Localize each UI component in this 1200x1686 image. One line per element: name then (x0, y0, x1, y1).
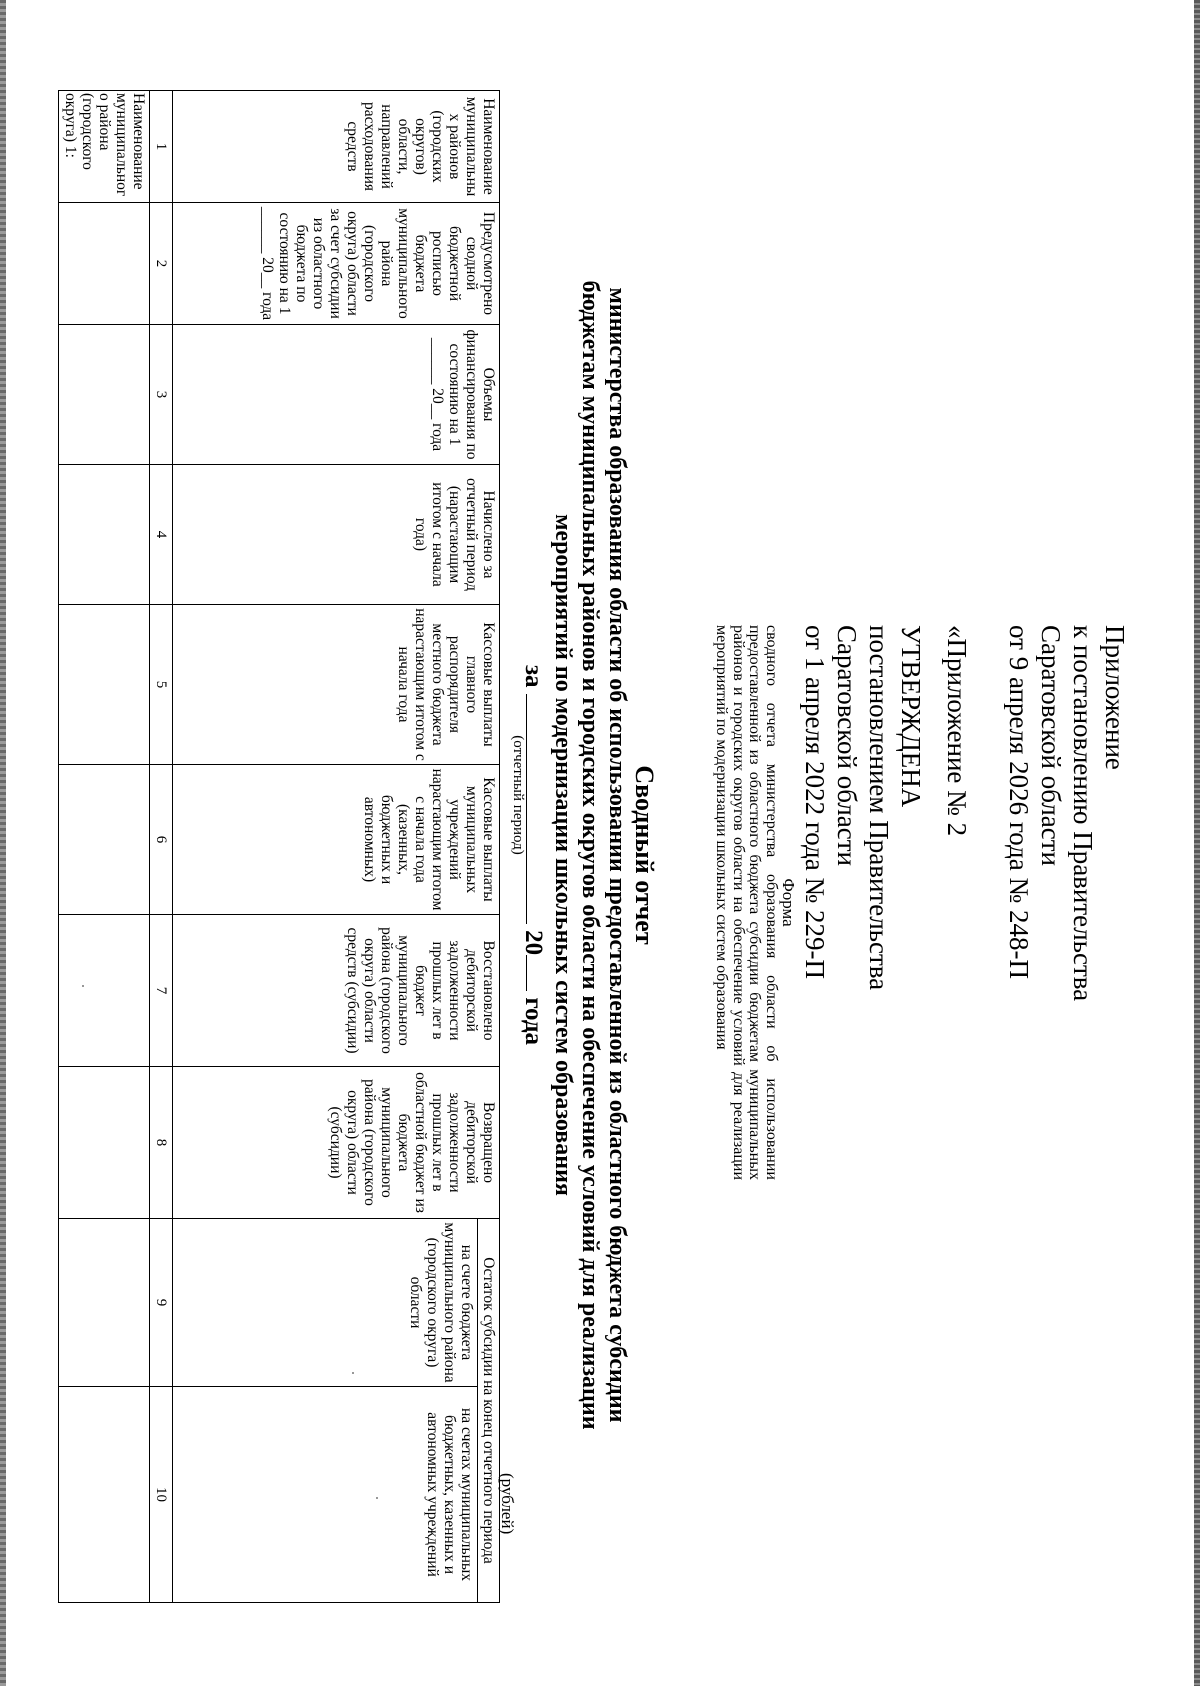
appendix-line: Саратовской области (1036, 625, 1066, 866)
period-note: (отчетный период) (510, 735, 526, 855)
approved-line: постановлением Правительства (864, 625, 894, 991)
approved-block (799, 625, 973, 990)
appendix2-title: «Приложение № 2 (942, 625, 972, 837)
table-cell[interactable] (59, 1219, 150, 1387)
approved-line: УТВЕРЖДЕНА (896, 625, 926, 808)
report-title-main: Сводный отчет (630, 765, 659, 945)
table-number-row (150, 91, 173, 1603)
table-header-row (478, 91, 500, 1603)
col-number: 1 (150, 91, 173, 203)
table-cell[interactable] (59, 203, 150, 325)
appendix-line: Приложение (1100, 625, 1130, 770)
unit-label: (рублей) (498, 1473, 517, 1535)
form-label: Форма (779, 878, 798, 927)
table-cell[interactable] (59, 1067, 150, 1219)
document-page (5, 5, 1195, 1681)
period-blank[interactable] (526, 694, 549, 924)
col-header-remainder: Остаток субсидии на конец отчетного периода (478, 1219, 500, 1603)
approved-line: от 1 апреля 2022 года № 229-П (800, 625, 830, 979)
col-header-accrued: Начислено за отчетный период (нарастающим итогом с начала года) (173, 465, 500, 605)
col-number: 7 (150, 915, 173, 1067)
col-number: 9 (150, 1219, 173, 1387)
district-name-cell: Наименование муниципального района (городского округа) 1: (59, 91, 150, 203)
table-cell[interactable] (59, 465, 150, 605)
col-number: 3 (150, 325, 173, 465)
period-year-prefix: 20 (520, 930, 547, 956)
appendix-line: к постановлению Правительства (1068, 625, 1098, 1002)
col-number: 8 (150, 1067, 173, 1219)
report-title (519, 90, 670, 1620)
appendix-block (1003, 625, 1131, 1001)
year-blank[interactable] (526, 955, 549, 991)
col-header-restored-debt: Восстановлено дебиторской задолженности прошлых лет в бюджет муниципального района (городского округа) области средств (субсидии) (173, 915, 500, 1067)
col-header-payments-manager: Кассовые выплаты главного распорядителя местного бюджета нарастающим итогом с начала года (173, 605, 500, 765)
report-table (58, 90, 500, 1603)
table-row (59, 91, 150, 1603)
table-cell[interactable] (59, 325, 150, 465)
col-header-returned-debt: Возвращено дебиторской задолженности прошлых лет в областной бюджет из бюджета муниципального района (городского округа) области (субсидии) (173, 1067, 500, 1219)
report-title-line: бюджетам муниципальных районов и городских округов области на обеспечение условий для реализации (577, 280, 603, 1430)
col-number: 5 (150, 605, 173, 765)
approved-line: Саратовской области (832, 625, 862, 866)
col-number: 2 (150, 203, 173, 325)
period-prefix: за (520, 665, 547, 688)
report-title-line: министерства образования области об использовании предоставленной из областного бюджета субсидии (604, 287, 630, 1423)
col-header-funding: Объемы финансирования по состоянию на 1 ______ 20__ года (173, 325, 500, 465)
period-suffix: года (520, 997, 547, 1045)
col-number: 4 (150, 465, 173, 605)
col-number: 10 (150, 1387, 173, 1603)
report-title-line: мероприятий по модернизации школьных систем образования (550, 514, 576, 1196)
table-cell[interactable] (59, 605, 150, 765)
col-header-planned: Предусмотрено сводной бюджетной росписью бюджета муниципального района (городского округа) области за счет субсидии из областного бюджета по состоянию на 1 ______ 20__ года (173, 203, 500, 325)
col-header-remainder-budget: на счете бюджета муниципального района (городского округа) области (173, 1219, 478, 1387)
appendix-line: от 9 апреля 2026 года № 248-П (1004, 625, 1034, 979)
col-header-remainder-institutions: на счетах муниципальных бюджетных, казенных и автономных учреждений (173, 1387, 478, 1603)
col-header-name: Наименование муниципальных районов (городских округов) области, направлений расходования средств (173, 91, 500, 203)
table-cell[interactable] (59, 915, 150, 1067)
col-header-payments-institutions: Кассовые выплаты муниципальных учреждений нарастающим итогом с начала года (казенных, бюджетных и автономных) (173, 765, 500, 915)
table-cell[interactable] (59, 765, 150, 915)
table-cell[interactable] (59, 1387, 150, 1603)
form-description: сводного отчета министерства образования области об использовании предоставленной из областного бюджета субсидии бюджетам муниципальных районов и городских округов области на обеспечение условий для реализации мероприятий по модернизации школьных систем образования (713, 625, 780, 1180)
col-number: 6 (150, 765, 173, 915)
